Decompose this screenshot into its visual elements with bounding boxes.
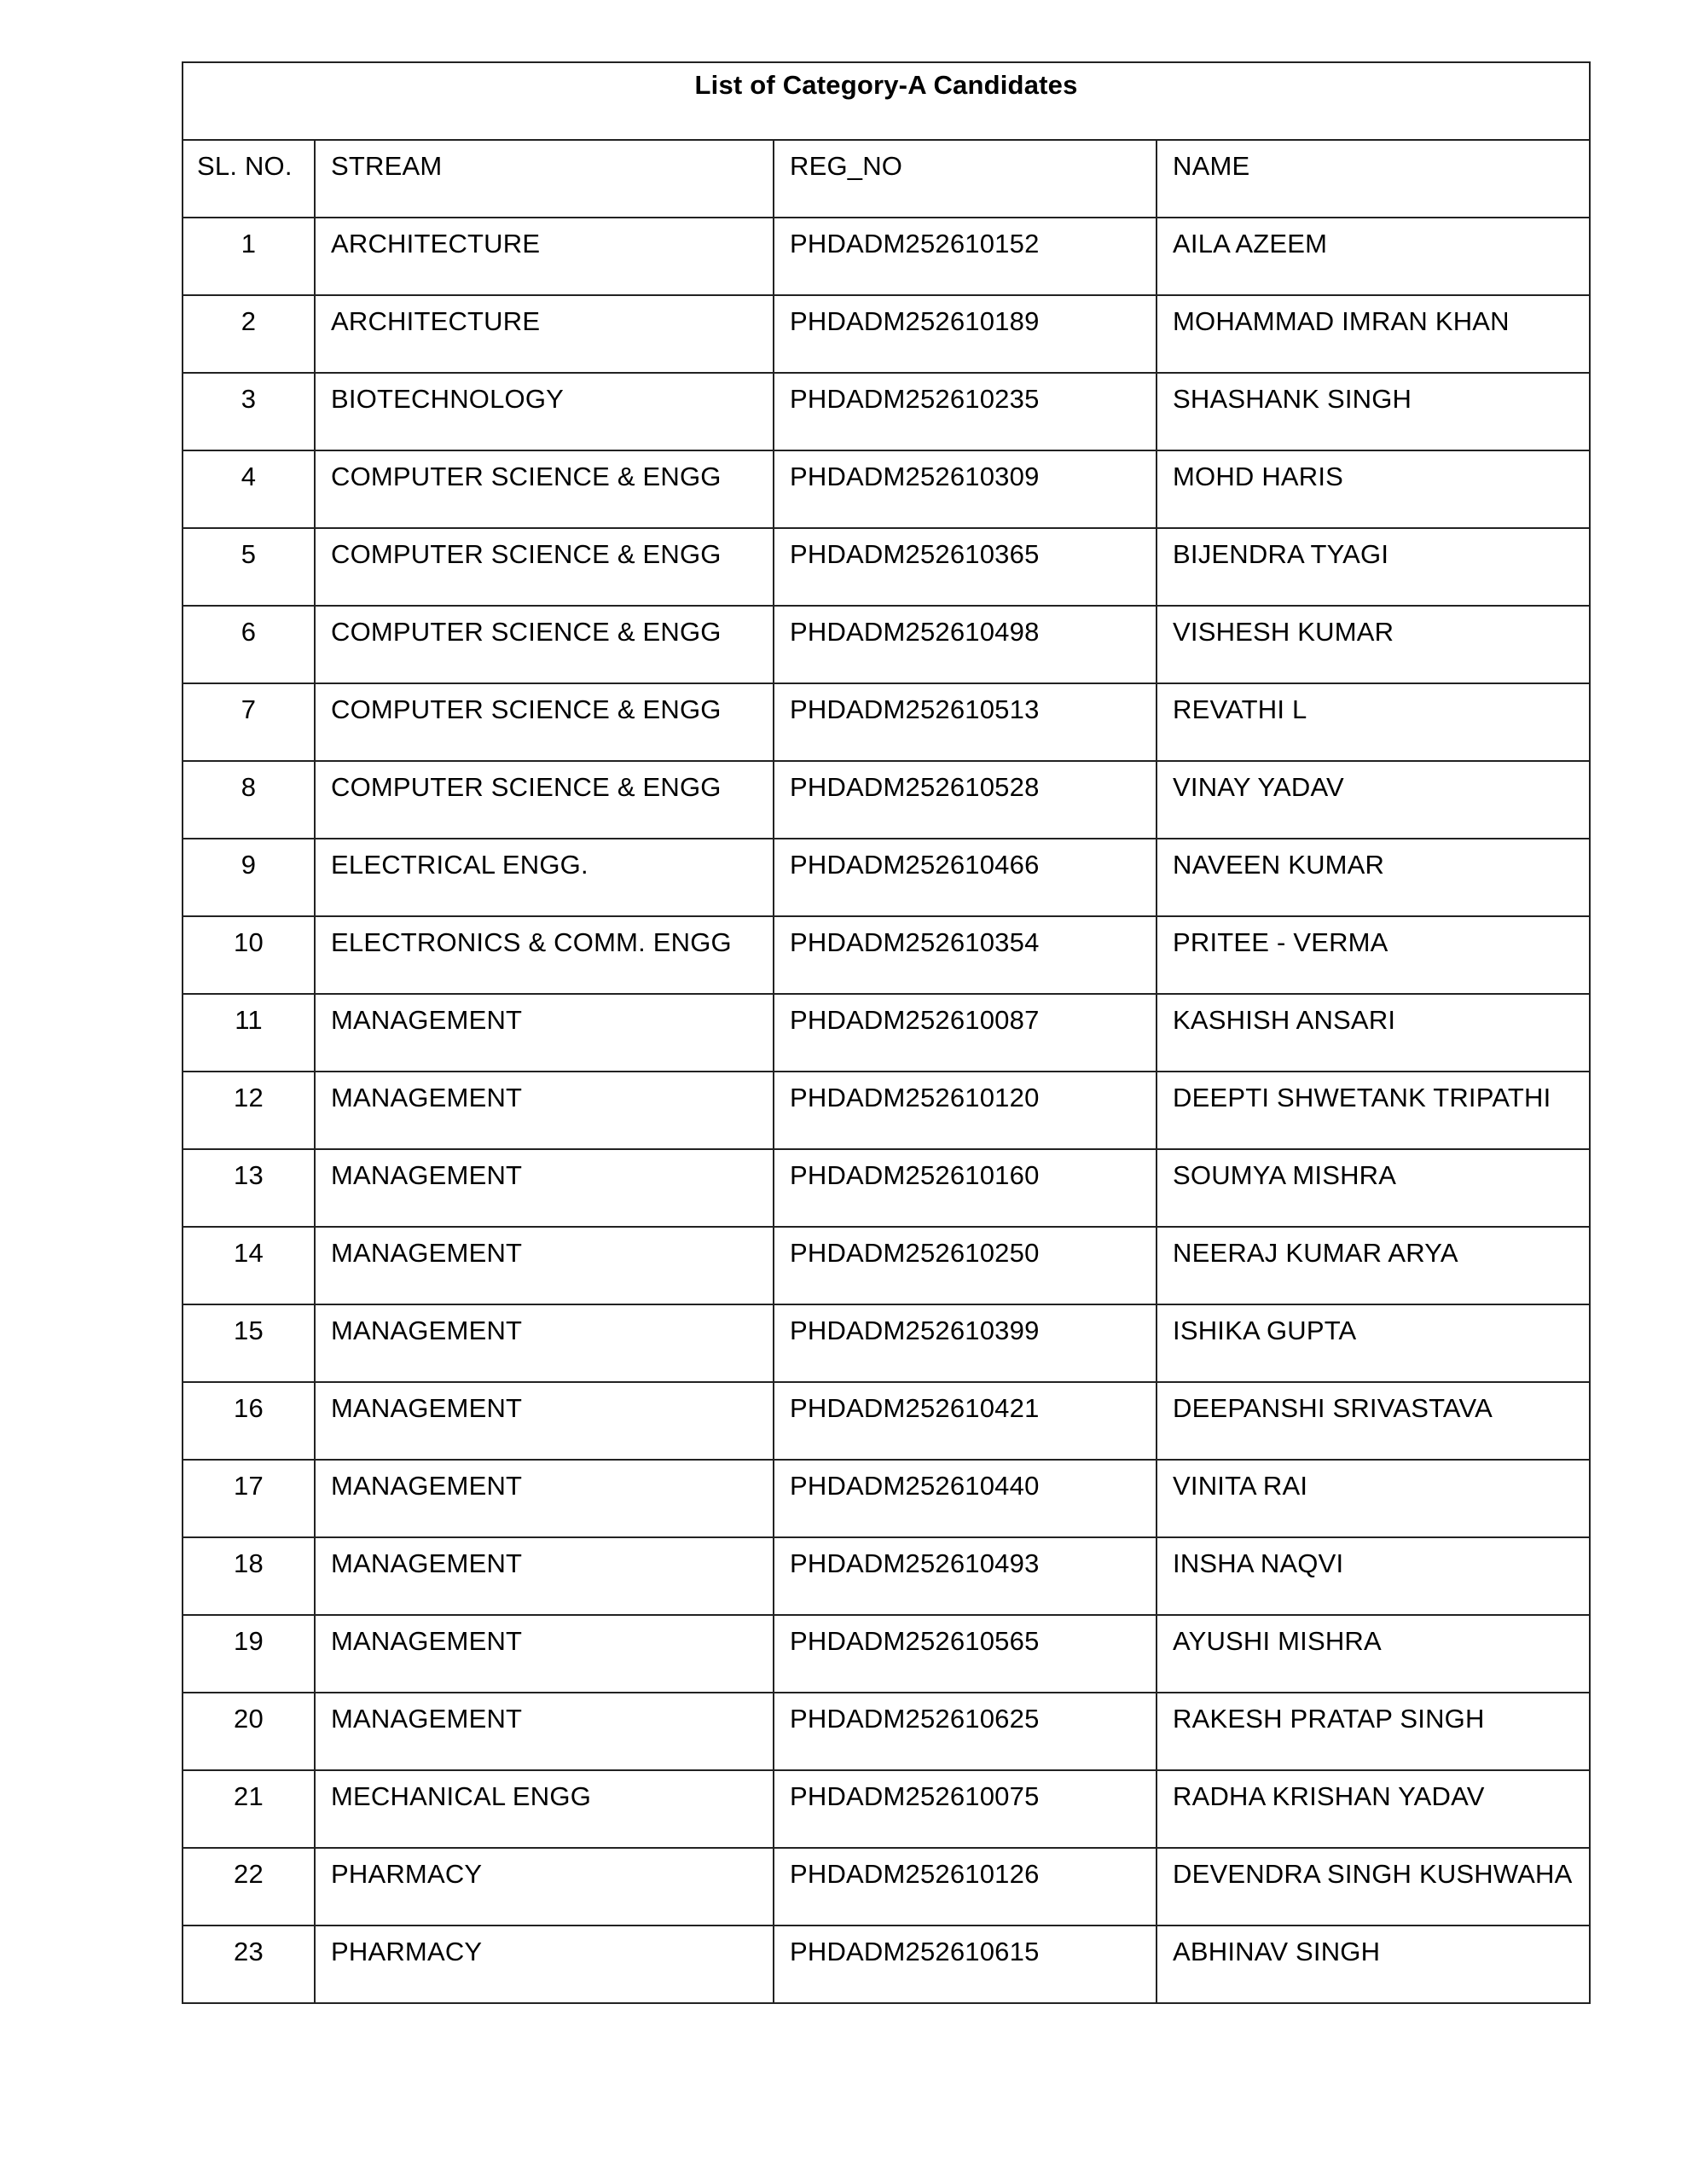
name-cell-text: MOHD HARIS <box>1173 462 1344 491</box>
stream-cell <box>315 1770 774 1848</box>
stream-cell-text: ELECTRONICS & COMM. ENGG <box>331 927 732 957</box>
stream-cell <box>315 1615 774 1693</box>
name-cell-text: VINAY YADAV <box>1173 772 1344 802</box>
reg-no-cell <box>774 606 1157 683</box>
stream-cell <box>315 839 774 916</box>
name-cell <box>1157 1149 1590 1227</box>
sl-no-cell <box>183 218 315 295</box>
reg-no-cell <box>774 1537 1157 1615</box>
name-cell <box>1157 839 1590 916</box>
reg-no-cell <box>774 450 1157 528</box>
table-row <box>183 1848 1590 1926</box>
stream-cell-text: MANAGEMENT <box>331 1005 523 1035</box>
reg-no-cell-text: PHDADM252610528 <box>790 772 1040 802</box>
column-header-sl-no-label: SL. NO. <box>197 151 293 181</box>
table-row <box>183 1537 1590 1615</box>
stream-cell <box>315 994 774 1072</box>
name-cell <box>1157 1072 1590 1149</box>
sl-no-cell-text: 23 <box>234 1937 264 1966</box>
table-body <box>183 218 1590 2003</box>
sl-no-cell <box>183 683 315 761</box>
name-cell <box>1157 1460 1590 1537</box>
stream-cell-text: COMPUTER SCIENCE & ENGG <box>331 539 722 569</box>
reg-no-cell-text: PHDADM252610399 <box>790 1316 1040 1345</box>
name-cell <box>1157 916 1590 994</box>
stream-cell <box>315 1848 774 1926</box>
name-cell <box>1157 373 1590 450</box>
table-row <box>183 450 1590 528</box>
sl-no-cell-text: 4 <box>241 462 257 491</box>
name-cell-text: KASHISH ANSARI <box>1173 1005 1396 1035</box>
name-cell <box>1157 1382 1590 1460</box>
table-row <box>183 218 1590 295</box>
table-row <box>183 683 1590 761</box>
reg-no-cell-text: PHDADM252610615 <box>790 1937 1040 1966</box>
name-cell-text: DEEPTI SHWETANK TRIPATHI <box>1173 1083 1551 1112</box>
stream-cell <box>315 683 774 761</box>
stream-cell <box>315 1149 774 1227</box>
name-cell-text: REVATHI L <box>1173 694 1307 724</box>
stream-cell <box>315 1227 774 1304</box>
stream-cell <box>315 1537 774 1615</box>
reg-no-cell-text: PHDADM252610189 <box>790 306 1040 336</box>
stream-cell-text: MANAGEMENT <box>331 1316 523 1345</box>
table-row <box>183 761 1590 839</box>
candidates-table <box>182 61 1591 2004</box>
sl-no-cell <box>183 1072 315 1149</box>
stream-cell-text: MANAGEMENT <box>331 1083 523 1112</box>
reg-no-cell <box>774 528 1157 606</box>
name-cell <box>1157 295 1590 373</box>
stream-cell <box>315 450 774 528</box>
title-row <box>183 62 1590 140</box>
stream-cell <box>315 1693 774 1770</box>
name-cell-text: SOUMYA MISHRA <box>1173 1160 1397 1190</box>
table-row <box>183 1926 1590 2003</box>
column-header-name-label: NAME <box>1173 151 1250 181</box>
name-cell-text: DEVENDRA SINGH KUSHWAHA <box>1173 1859 1573 1889</box>
table-row <box>183 1770 1590 1848</box>
stream-cell-text: COMPUTER SCIENCE & ENGG <box>331 462 722 491</box>
sl-no-cell-text: 12 <box>234 1083 264 1112</box>
sl-no-cell-text: 17 <box>234 1471 264 1501</box>
reg-no-cell-text: PHDADM252610466 <box>790 850 1040 880</box>
stream-cell <box>315 761 774 839</box>
sl-no-cell-text: 15 <box>234 1316 264 1345</box>
name-cell <box>1157 606 1590 683</box>
stream-cell-text: MANAGEMENT <box>331 1626 523 1656</box>
reg-no-cell <box>774 994 1157 1072</box>
reg-no-cell <box>774 1926 1157 2003</box>
stream-cell-text: ARCHITECTURE <box>331 229 541 258</box>
sl-no-cell <box>183 606 315 683</box>
name-cell <box>1157 1304 1590 1382</box>
reg-no-cell <box>774 839 1157 916</box>
table-row <box>183 1693 1590 1770</box>
name-cell-text: PRITEE - VERMA <box>1173 927 1388 957</box>
stream-cell <box>315 295 774 373</box>
reg-no-cell-text: PHDADM252610513 <box>790 694 1040 724</box>
reg-no-cell-text: PHDADM252610309 <box>790 462 1040 491</box>
sl-no-cell-text: 20 <box>234 1704 264 1734</box>
stream-cell <box>315 1304 774 1382</box>
column-header-stream <box>315 140 774 218</box>
reg-no-cell-text: PHDADM252610565 <box>790 1626 1040 1656</box>
reg-no-cell <box>774 1460 1157 1537</box>
stream-cell-text: MANAGEMENT <box>331 1548 523 1578</box>
sl-no-cell-text: 13 <box>234 1160 264 1190</box>
table-row <box>183 1227 1590 1304</box>
sl-no-cell <box>183 1227 315 1304</box>
sl-no-cell-text: 5 <box>241 539 257 569</box>
table-row <box>183 994 1590 1072</box>
sl-no-cell-text: 7 <box>241 694 257 724</box>
stream-cell-text: COMPUTER SCIENCE & ENGG <box>331 772 722 802</box>
name-cell <box>1157 1926 1590 2003</box>
sl-no-cell-text: 22 <box>234 1859 264 1889</box>
stream-cell <box>315 218 774 295</box>
reg-no-cell <box>774 1072 1157 1149</box>
stream-cell <box>315 528 774 606</box>
table-row <box>183 373 1590 450</box>
table-row <box>183 839 1590 916</box>
sl-no-cell-text: 16 <box>234 1393 264 1423</box>
sl-no-cell <box>183 295 315 373</box>
sl-no-cell-text: 10 <box>234 927 264 957</box>
name-cell-text: AYUSHI MISHRA <box>1173 1626 1382 1656</box>
sl-no-cell <box>183 1615 315 1693</box>
stream-cell-text: ARCHITECTURE <box>331 306 541 336</box>
stream-cell-text: PHARMACY <box>331 1859 483 1889</box>
stream-cell-text: MANAGEMENT <box>331 1393 523 1423</box>
table-row <box>183 606 1590 683</box>
name-cell <box>1157 1848 1590 1926</box>
sl-no-cell-text: 11 <box>235 1005 263 1035</box>
name-cell-text: DEEPANSHI SRIVASTAVA <box>1173 1393 1493 1423</box>
name-cell <box>1157 761 1590 839</box>
reg-no-cell <box>774 218 1157 295</box>
name-cell <box>1157 528 1590 606</box>
name-cell <box>1157 1537 1590 1615</box>
reg-no-cell <box>774 1615 1157 1693</box>
reg-no-cell-text: PHDADM252610235 <box>790 384 1040 414</box>
reg-no-cell <box>774 1382 1157 1460</box>
name-cell-text: SHASHANK SINGH <box>1173 384 1412 414</box>
reg-no-cell-text: PHDADM252610625 <box>790 1704 1040 1734</box>
stream-cell <box>315 1072 774 1149</box>
name-cell-text: VISHESH KUMAR <box>1173 617 1394 647</box>
reg-no-cell <box>774 1693 1157 1770</box>
name-cell-text: BIJENDRA TYAGI <box>1173 539 1389 569</box>
reg-no-cell-text: PHDADM252610498 <box>790 617 1040 647</box>
reg-no-cell <box>774 1227 1157 1304</box>
sl-no-cell <box>183 1848 315 1926</box>
name-cell <box>1157 1227 1590 1304</box>
reg-no-cell-text: PHDADM252610354 <box>790 927 1040 957</box>
stream-cell-text: MANAGEMENT <box>331 1704 523 1734</box>
column-header-reg-no <box>774 140 1157 218</box>
sl-no-cell <box>183 916 315 994</box>
table-row <box>183 1149 1590 1227</box>
sl-no-cell-text: 18 <box>234 1548 264 1578</box>
stream-cell-text: MANAGEMENT <box>331 1160 523 1190</box>
name-cell <box>1157 450 1590 528</box>
reg-no-cell-text: PHDADM252610160 <box>790 1160 1040 1190</box>
stream-cell-text: COMPUTER SCIENCE & ENGG <box>331 617 722 647</box>
sl-no-cell <box>183 1149 315 1227</box>
name-cell-text: ABHINAV SINGH <box>1173 1937 1381 1966</box>
name-cell-text: NAVEEN KUMAR <box>1173 850 1385 880</box>
reg-no-cell <box>774 1770 1157 1848</box>
header-row <box>183 140 1590 218</box>
reg-no-cell <box>774 295 1157 373</box>
sl-no-cell <box>183 450 315 528</box>
stream-cell <box>315 1460 774 1537</box>
stream-cell <box>315 1926 774 2003</box>
reg-no-cell-text: PHDADM252610087 <box>790 1005 1040 1035</box>
stream-cell-text: MECHANICAL ENGG <box>331 1781 592 1811</box>
sl-no-cell <box>183 1770 315 1848</box>
name-cell-text: MOHAMMAD IMRAN KHAN <box>1173 306 1510 336</box>
stream-cell <box>315 1382 774 1460</box>
sl-no-cell-text: 9 <box>241 850 257 880</box>
sl-no-cell <box>183 761 315 839</box>
table-row <box>183 528 1590 606</box>
table-row <box>183 1304 1590 1382</box>
name-cell <box>1157 218 1590 295</box>
name-cell-text: VINITA RAI <box>1173 1471 1308 1501</box>
table-row <box>183 1382 1590 1460</box>
name-cell <box>1157 994 1590 1072</box>
name-cell-text: NEERAJ KUMAR ARYA <box>1173 1238 1458 1268</box>
name-cell <box>1157 1615 1590 1693</box>
stream-cell-text: BIOTECHNOLOGY <box>331 384 565 414</box>
table-title-text: List of Category-A Candidates <box>694 70 1078 100</box>
stream-cell <box>315 916 774 994</box>
reg-no-cell <box>774 683 1157 761</box>
name-cell <box>1157 1693 1590 1770</box>
name-cell <box>1157 1770 1590 1848</box>
sl-no-cell <box>183 1460 315 1537</box>
stream-cell-text: COMPUTER SCIENCE & ENGG <box>331 694 722 724</box>
column-header-name <box>1157 140 1590 218</box>
sl-no-cell <box>183 839 315 916</box>
table-row <box>183 1615 1590 1693</box>
stream-cell <box>315 373 774 450</box>
reg-no-cell-text: PHDADM252610250 <box>790 1238 1040 1268</box>
reg-no-cell <box>774 1304 1157 1382</box>
reg-no-cell-text: PHDADM252610421 <box>790 1393 1040 1423</box>
reg-no-cell-text: PHDADM252610365 <box>790 539 1040 569</box>
column-header-stream-label: STREAM <box>331 151 443 181</box>
sl-no-cell-text: 2 <box>241 306 257 336</box>
sl-no-cell <box>183 1382 315 1460</box>
stream-cell-text: MANAGEMENT <box>331 1471 523 1501</box>
name-cell-text: INSHA NAQVI <box>1173 1548 1344 1578</box>
stream-cell-text: PHARMACY <box>331 1937 483 1966</box>
stream-cell <box>315 606 774 683</box>
sl-no-cell-text: 8 <box>241 772 257 802</box>
reg-no-cell <box>774 916 1157 994</box>
table-row <box>183 1072 1590 1149</box>
reg-no-cell-text: PHDADM252610120 <box>790 1083 1040 1112</box>
sl-no-cell <box>183 1304 315 1382</box>
stream-cell-text: ELECTRICAL ENGG. <box>331 850 588 880</box>
sl-no-cell-text: 19 <box>234 1626 264 1656</box>
sl-no-cell <box>183 994 315 1072</box>
sl-no-cell <box>183 1537 315 1615</box>
reg-no-cell <box>774 761 1157 839</box>
name-cell-text: AILA AZEEM <box>1173 229 1328 258</box>
table-row <box>183 295 1590 373</box>
stream-cell-text: MANAGEMENT <box>331 1238 523 1268</box>
reg-no-cell-text: PHDADM252610075 <box>790 1781 1040 1811</box>
sl-no-cell <box>183 1926 315 2003</box>
name-cell <box>1157 683 1590 761</box>
table-row <box>183 916 1590 994</box>
reg-no-cell-text: PHDADM252610152 <box>790 229 1040 258</box>
sl-no-cell-text: 3 <box>241 384 257 414</box>
sl-no-cell-text: 6 <box>241 617 257 647</box>
column-header-sl-no <box>183 140 315 218</box>
sl-no-cell-text: 1 <box>241 229 257 258</box>
reg-no-cell-text: PHDADM252610440 <box>790 1471 1040 1501</box>
reg-no-cell-text: PHDADM252610126 <box>790 1859 1040 1889</box>
name-cell-text: RADHA KRISHAN YADAV <box>1173 1781 1485 1811</box>
name-cell-text: RAKESH PRATAP SINGH <box>1173 1704 1485 1734</box>
reg-no-cell <box>774 1149 1157 1227</box>
table-row <box>183 1460 1590 1537</box>
column-header-reg-no-label: REG_NO <box>790 151 903 181</box>
sl-no-cell-text: 21 <box>234 1781 264 1811</box>
sl-no-cell <box>183 1693 315 1770</box>
sl-no-cell-text: 14 <box>234 1238 264 1268</box>
name-cell-text: ISHIKA GUPTA <box>1173 1316 1357 1345</box>
reg-no-cell <box>774 1848 1157 1926</box>
sl-no-cell <box>183 373 315 450</box>
reg-no-cell <box>774 373 1157 450</box>
reg-no-cell-text: PHDADM252610493 <box>790 1548 1040 1578</box>
sl-no-cell <box>183 528 315 606</box>
table-title <box>183 62 1590 140</box>
